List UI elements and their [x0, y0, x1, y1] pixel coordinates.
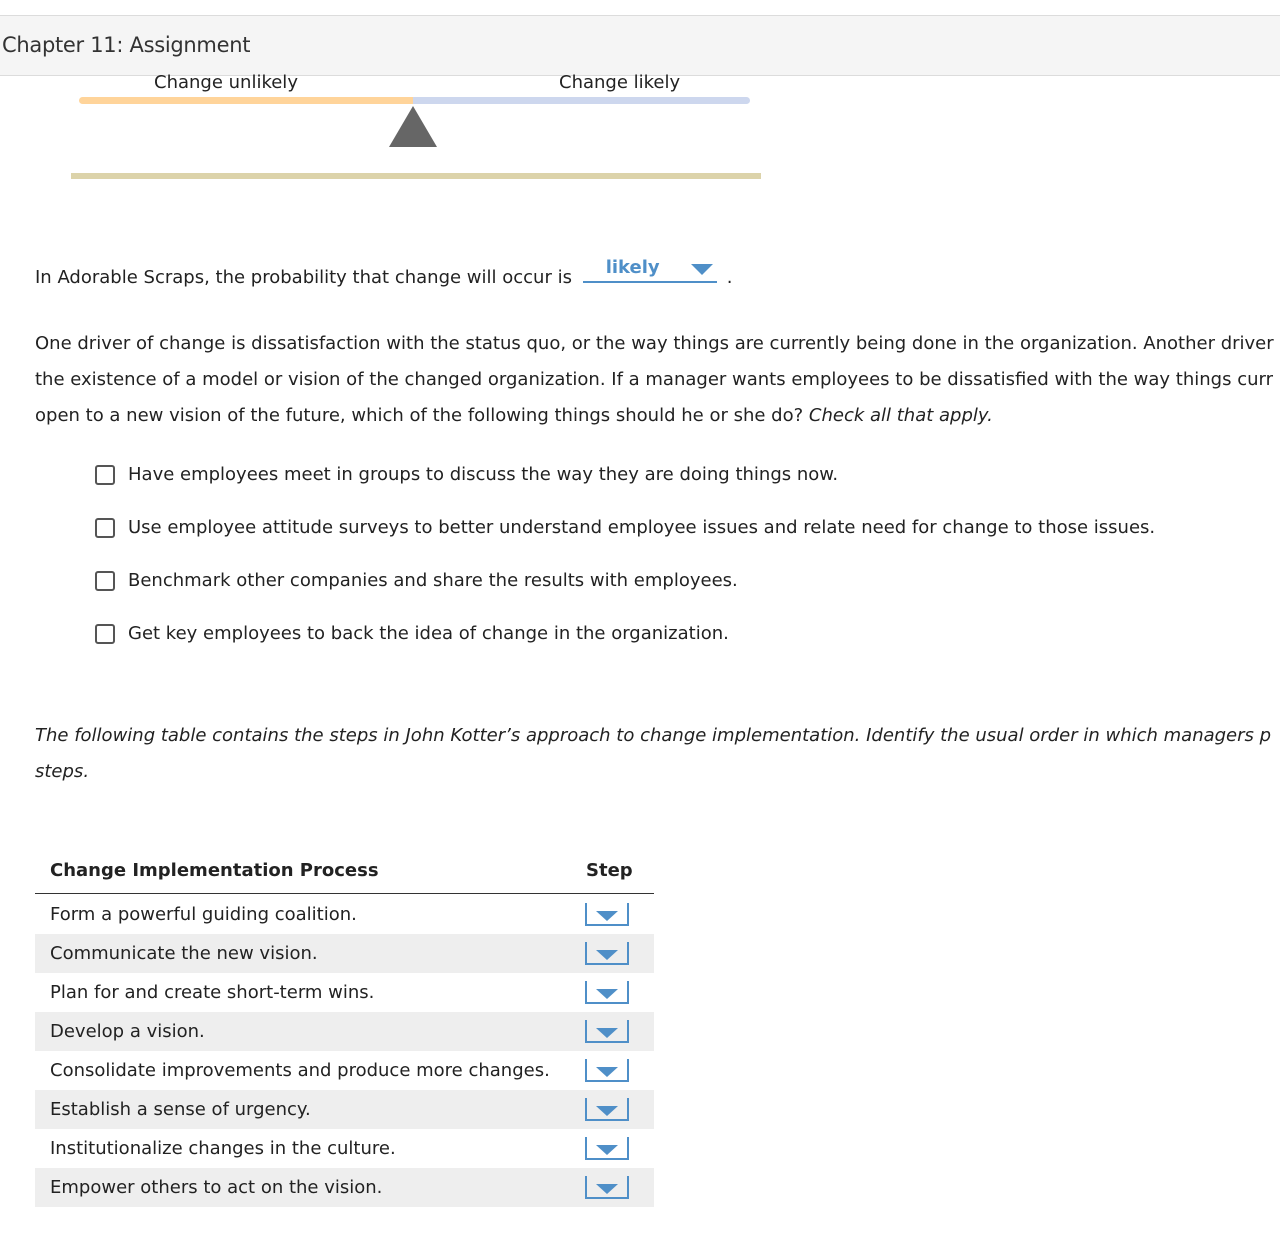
probability-dropdown-value: likely [605, 257, 660, 278]
process-label: Form a powerful guiding coalition. [50, 904, 357, 925]
chevron-down-icon [596, 950, 618, 961]
step-dropdown[interactable] [585, 903, 629, 926]
checkbox-option[interactable] [95, 570, 738, 591]
scale-right-label: Change likely [559, 72, 681, 93]
scale-base [71, 173, 761, 179]
question-dissatisfaction [35, 326, 1280, 434]
question-line: steps. [35, 761, 90, 782]
checkbox[interactable] [95, 518, 115, 538]
table-row [35, 895, 654, 934]
page-title: Chapter 11: Assignment [2, 33, 251, 57]
chevron-down-icon [596, 1106, 618, 1117]
step-dropdown[interactable] [585, 1137, 629, 1160]
checkbox-label: Benchmark other companies and share the results with employees. [128, 570, 738, 591]
table-header-rule [35, 893, 654, 894]
scale-bar-likely [413, 97, 750, 104]
chevron-down-icon [596, 1145, 618, 1156]
checkbox[interactable] [95, 571, 115, 591]
table-header-process: Change Implementation Process [50, 860, 379, 881]
checkbox[interactable] [95, 624, 115, 644]
checkbox-label: Have employees meet in groups to discuss the way they are doing things now. [128, 464, 839, 485]
instruction-text: Check all that apply. [808, 405, 993, 426]
step-dropdown[interactable] [585, 1176, 629, 1199]
chevron-down-icon [596, 1184, 618, 1195]
step-dropdown[interactable] [585, 1059, 629, 1082]
process-label: Establish a sense of urgency. [50, 1099, 311, 1120]
checkbox-label: Use employee attitude surveys to better understand employee issues and relate need for change to those issues. [128, 517, 1156, 538]
probability-dropdown[interactable] [583, 257, 717, 283]
question-line: the existence of a model or vision of the changed organization. If a manager wants employees to be dissatisfied with the way things curr [35, 369, 1273, 390]
chevron-down-icon [596, 989, 618, 1000]
fulcrum-triangle-icon [389, 105, 438, 148]
page-header [0, 16, 1280, 76]
scale-left-label: Change unlikely [154, 72, 298, 93]
process-label: Empower others to act on the vision. [50, 1177, 383, 1198]
process-label: Develop a vision. [50, 1021, 205, 1042]
process-label: Plan for and create short-term wins. [50, 982, 375, 1003]
step-dropdown[interactable] [585, 981, 629, 1004]
checkbox-option[interactable] [95, 464, 838, 485]
table-header-step: Step [586, 860, 633, 881]
process-label: Communicate the new vision. [50, 943, 318, 964]
checkbox-option[interactable] [95, 623, 729, 644]
table-row [35, 934, 654, 973]
step-dropdown[interactable] [585, 1098, 629, 1121]
table-row [35, 1168, 654, 1207]
question-line: The following table contains the steps in John Kotter’s approach to change implementation. Identify the usual order in which managers p [35, 725, 1272, 746]
table-row [35, 1090, 654, 1129]
checkbox[interactable] [95, 465, 115, 485]
question-line: One driver of change is dissatisfaction with the status quo, or the way things are currently being done in the organization. Another driver [35, 333, 1274, 354]
question-probability-text: In Adorable Scraps, the probability that change will occur is [35, 267, 572, 288]
chevron-down-icon [596, 911, 618, 922]
table-row [35, 973, 654, 1012]
chevron-down-icon [596, 1028, 618, 1039]
question-kotter [35, 718, 1280, 790]
question-line [35, 398, 1280, 434]
table-row [35, 1129, 654, 1168]
table-row [35, 1012, 654, 1051]
sentence-period: . [726, 267, 733, 288]
table-row [35, 1051, 654, 1090]
scale-bar-unlikely [79, 97, 415, 104]
process-label: Institutionalize changes in the culture. [50, 1138, 396, 1159]
question-line-text: open to a new vision of the future, which of the following things should he or she do? [35, 405, 804, 426]
checkbox-label: Get key employees to back the idea of change in the organization. [128, 623, 729, 644]
chevron-down-icon [691, 264, 713, 276]
chevron-down-icon [596, 1067, 618, 1078]
step-dropdown[interactable] [585, 942, 629, 965]
question-probability [35, 257, 732, 288]
checkbox-option[interactable] [95, 517, 1155, 538]
process-label: Consolidate improvements and produce more changes. [50, 1060, 550, 1081]
step-dropdown[interactable] [585, 1020, 629, 1043]
